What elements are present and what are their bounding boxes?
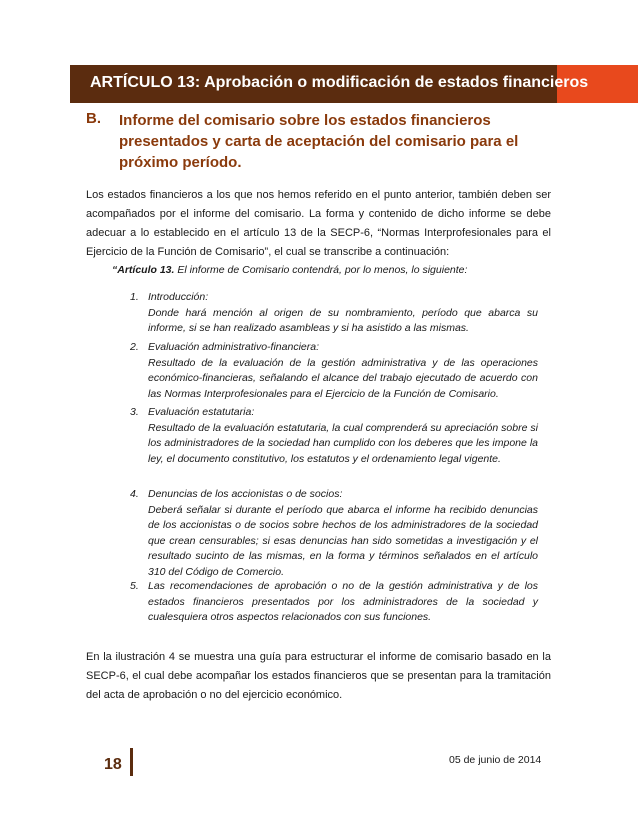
list-item-body: Resultado de la evaluación de la gestión administrativa y de las operaciones económico-financieras, señalando el alcance del trabajo ejecutado de acuerdo con las Normas Interprofesionales para el Ejercicio de la Función de Comisario. <box>148 356 538 400</box>
intro-paragraph: Los estados financieros a los que nos hemos referido en el punto anterior, también deben ser acompañados por el informe del comisario. La forma y contenido de dicho informe se debe adecuar a lo establecido en el artículo 13 de la SECP-6, “Normas Interprofesionales para el Ejercicio de la Función de Comisario”, el cual se transcribe a continuación: <box>86 189 551 258</box>
list-item-number: 2. <box>130 341 139 353</box>
list-item <box>130 579 540 627</box>
article-label: “Artículo 13. <box>112 264 175 276</box>
list-item-number: 1. <box>130 291 139 303</box>
list-item-heading: Denuncias de los accionistas o de socios: <box>148 488 343 500</box>
list-item-heading: Introducción: <box>148 291 209 303</box>
article-heading <box>112 264 467 276</box>
list-item-number: 3. <box>130 406 139 418</box>
footer-date: 05 de junio de 2014 <box>449 754 542 766</box>
article-text: El informe de Comisario contendrá, por lo menos, lo siguiente: <box>174 264 468 276</box>
footer-divider <box>130 748 133 776</box>
list-item-heading: Evaluación estatutaria: <box>148 406 255 418</box>
list-item-number: 4. <box>130 488 139 500</box>
page-title: ARTÍCULO 13: Aprobación o modificación de estados financieros <box>90 74 589 91</box>
section-title: Informe del comisario sobre los estados financieros presentados y carta de aceptación del comisario para el próximo período. <box>119 112 519 171</box>
list-item-body: Donde hará mención al origen de su nombramiento, período que abarca su informe, si se han realizado asambleas y si ha asistido a las mismas. <box>148 306 538 334</box>
list-item-body: Las recomendaciones de aprobación o no de la gestión administrativa y de los estados financieros presentados por los administradores de la sociedad y cualesquiera otros aspectos relacionados con sus funciones. <box>148 580 538 623</box>
list-item <box>130 290 540 334</box>
list-item <box>130 487 540 577</box>
list-item-heading: Evaluación administrativo-financiera: <box>148 341 319 353</box>
list-item-body: Deberá señalar si durante el período que abarca el informe ha recibido denuncias de los accionistas o de socios sobre hechos de los administradores de la sociedad que crean censurables; si esas denuncias han sido sometidas a investigación y el resultado sucinto de las mismas, en la forma y términos señalados en el artículo 310 del Código de Comercio. <box>148 503 538 578</box>
closing-paragraph: En la ilustración 4 se muestra una guía para estructurar el informe de comisario basado en la SECP-6, el cual debe acompañar los estados financieros que se presentan para la tramitación del acta de aprobación o no del ejercicio económico. <box>86 651 551 701</box>
section-letter: B. <box>86 110 101 127</box>
list-item <box>130 405 540 481</box>
page-number: 18 <box>104 756 122 773</box>
list-item-number: 5. <box>130 580 139 592</box>
list-item <box>130 340 540 400</box>
list-item-body: Resultado de la evaluación estatutaria, la cual comprenderá su apreciación sobre si los administradores de la sociedad han cumplido con los deberes que les impone la ley, el documento constitutivo, los estatutos y el ordenamiento legal vigente. <box>148 421 538 465</box>
